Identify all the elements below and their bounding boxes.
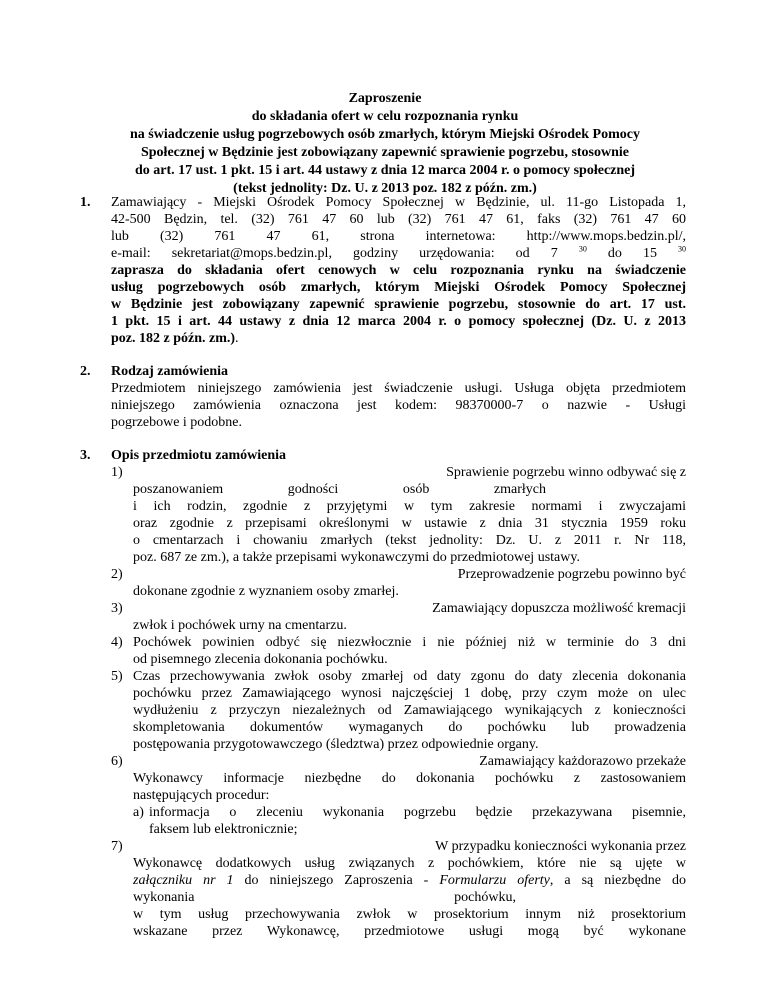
text-line: oraz zgodnie z przepisami określonymi w ustawie z dnia 31 stycznia 1959 roku xyxy=(133,516,686,531)
bold-line: zaprasza do składania ofert cenowych w celu rozpoznania rynku na świadczenie xyxy=(111,263,686,278)
item-number: 7) xyxy=(111,839,123,854)
text-fragment: do 15 xyxy=(607,246,657,261)
sub-item-letter: a) xyxy=(133,805,144,820)
text-line xyxy=(133,872,686,889)
document-title xyxy=(90,90,680,198)
text-line: Przedmiotem niniejszego zamówienia jest świadczenie usługi. Usługa objęta przedmiotem xyxy=(111,381,686,396)
title-line: (tekst jednolity: Dz. U. z 2013 poz. 182 z późn. zm.) xyxy=(233,181,537,196)
text-line: Zamawiający - Miejski Ośrodek Pomocy Społecznej w Będzinie, ul. 11-go Listopada 1, xyxy=(111,195,686,210)
section-heading: Rodzaj zamówienia xyxy=(111,364,229,379)
list-item-5 xyxy=(111,668,686,753)
section-number: 2. xyxy=(80,364,91,379)
section-1 xyxy=(80,194,685,347)
bold-line: 1 pkt. 15 i art. 44 ustawy z dnia 12 marca 2004 r. o pomocy społecznej (Dz. U. z 2013 xyxy=(111,314,686,329)
text-line: niniejszego zamówienia oznaczona jest kodem: 98370000-7 o nazwie - Usługi xyxy=(111,398,686,413)
title-line: do składania ofert w celu rozpoznania rynku xyxy=(251,109,519,124)
text-line: faksem lub elektronicznie; xyxy=(149,822,298,837)
item-number: 6) xyxy=(111,754,123,769)
text-line: poszanowaniem godności osób zmarłych xyxy=(133,482,546,497)
text-fragment: e-mail: sekretariat@mops.bedzin.pl, godziny urzędowania: od 7 xyxy=(111,246,558,261)
text-line: wskazane przez Wykonawcę, przedmiotowe usługi mogą być wykonane xyxy=(133,924,686,939)
list-item-3 xyxy=(111,600,686,634)
text-line: i ich rodzin, zgodnie z przyjętymi w tym zakresie normami i zwyczajami xyxy=(133,499,686,514)
section-heading: Opis przedmiotu zamówienia xyxy=(111,448,286,463)
title-line: Zaproszenie xyxy=(348,91,422,106)
list-item-6 xyxy=(111,753,686,838)
title-line: Społecznej w Będzinie jest zobowiązany zapewnić sprawienie pogrzebu, stosownie xyxy=(140,145,630,160)
text-line: postępowania przygotowawczego (śledztwa) przez odpowiednie organy. xyxy=(133,737,539,752)
text-line xyxy=(111,330,686,347)
text-line: Wykonawcy informacje niezbędne do dokonania pochówku z zastosowaniem xyxy=(133,771,686,786)
text-line: W przypadku konieczności wykonania przez xyxy=(435,839,686,854)
superscript: 30 xyxy=(578,244,587,254)
text-fragment: , a są niezbędne do xyxy=(549,873,686,888)
section-number: 3. xyxy=(80,448,91,463)
text-line: Sprawienie pogrzebu winno odbywać się z xyxy=(446,465,686,480)
item-number: 3) xyxy=(111,601,123,616)
list-item-2 xyxy=(111,566,686,600)
item-number: 5) xyxy=(111,669,123,684)
text-line: poz. 687 ze zm.), a także przepisami wykonawczymi do przedmiotowej ustawy. xyxy=(133,550,580,565)
superscript: 30 xyxy=(678,244,687,254)
text-line: pogrzebowe i podobne. xyxy=(111,415,243,430)
text-line: w tym usług przechowywania zwłok w prosektorium innym niż prosektorium xyxy=(133,907,686,922)
text-line: Czas przechowywania zwłok osoby zmarłej od daty zgonu do daty zlecenia dokonania xyxy=(133,669,686,684)
italic-fragment: Formularzu oferty xyxy=(439,873,550,888)
text-line xyxy=(111,245,686,262)
text-line: 42-500 Będzin, tel. (32) 761 47 60 lub (32) 761 47 61, faks (32) 761 47 60 xyxy=(111,212,686,227)
text-line: skompletowania dokumentów wymaganych do pochówku lub prowadzenia xyxy=(133,720,686,735)
text-line: pochówku przez Zamawiającego wynosi najczęściej 1 dobę, przy czym może on ulec xyxy=(133,686,686,701)
text-line: Wykonawcę dodatkowych usług związanych z pochówkiem, które nie są ujęte w xyxy=(133,856,686,871)
list-item-4 xyxy=(111,634,686,668)
section-2 xyxy=(80,363,685,431)
item-number: 2) xyxy=(111,567,123,582)
text-line: od pisemnego zlecenia dokonania pochówku. xyxy=(133,652,388,667)
title-line: na świadczenie usług pogrzebowych osób zmarłych, którym Miejski Ośrodek Pomocy xyxy=(130,127,640,142)
item-number: 1) xyxy=(111,465,123,480)
text-line: Przeprowadzenie pogrzebu powinno być xyxy=(457,567,686,582)
text-fragment: . xyxy=(235,331,239,346)
title-line: do art. 17 ust. 1 pkt. 15 i art. 44 ustawy z dnia 12 marca 2004 r. o pomocy społecznej xyxy=(134,163,636,178)
text-line: lub (32) 761 47 61, strona internetowa: http://www.mops.bedzin.pl/, xyxy=(111,229,686,244)
bold-line: w Będzinie jest zobowiązany zapewnić sprawienie pogrzebu, stosownie do art. 17 ust. xyxy=(111,297,686,312)
text-line: o cmentarzach i chowaniu zmarłych (tekst jednolity: Dz. U. z 2011 r. Nr 118, xyxy=(133,533,686,548)
text-line: Pochówek powinien odbyć się niezwłocznie i nie później niż w terminie do 3 dni xyxy=(133,635,686,650)
text-line: wykonania pochówku, xyxy=(133,890,516,905)
bold-fragment: poz. 182 z późn. zm.) xyxy=(111,331,236,346)
item-number: 4) xyxy=(111,635,123,650)
section-number: 1. xyxy=(80,195,91,210)
section-3 xyxy=(80,447,685,940)
text-fragment: do niniejszego Zaproszenia - xyxy=(233,873,440,888)
text-line: zwłok i pochówek urny na cmentarzu. xyxy=(133,618,347,633)
text-line: dokonane zgodnie z wyznaniem osoby zmarłej. xyxy=(133,584,399,599)
list-item-7 xyxy=(111,838,686,940)
text-line: następujących procedur: xyxy=(133,788,270,803)
text-line: informacja o zleceniu wykonania pogrzebu będzie przekazywana pisemnie, xyxy=(149,805,686,820)
text-line: wydłużeniu z przyczyn niezależnych od Zamawiającego wynikających z konieczności xyxy=(133,703,686,718)
list-item-1 xyxy=(111,464,686,566)
text-line: Zamawiający dopuszcza możliwość kremacji xyxy=(432,601,686,616)
text-line: Zamawiający każdorazowo przekaże xyxy=(479,754,686,769)
bold-line: usług pogrzebowych osób zmarłych, którym Miejski Ośrodek Pomocy Społecznej xyxy=(111,280,686,295)
italic-fragment: załączniku nr 1 xyxy=(133,873,234,888)
sub-item-a xyxy=(133,804,686,838)
